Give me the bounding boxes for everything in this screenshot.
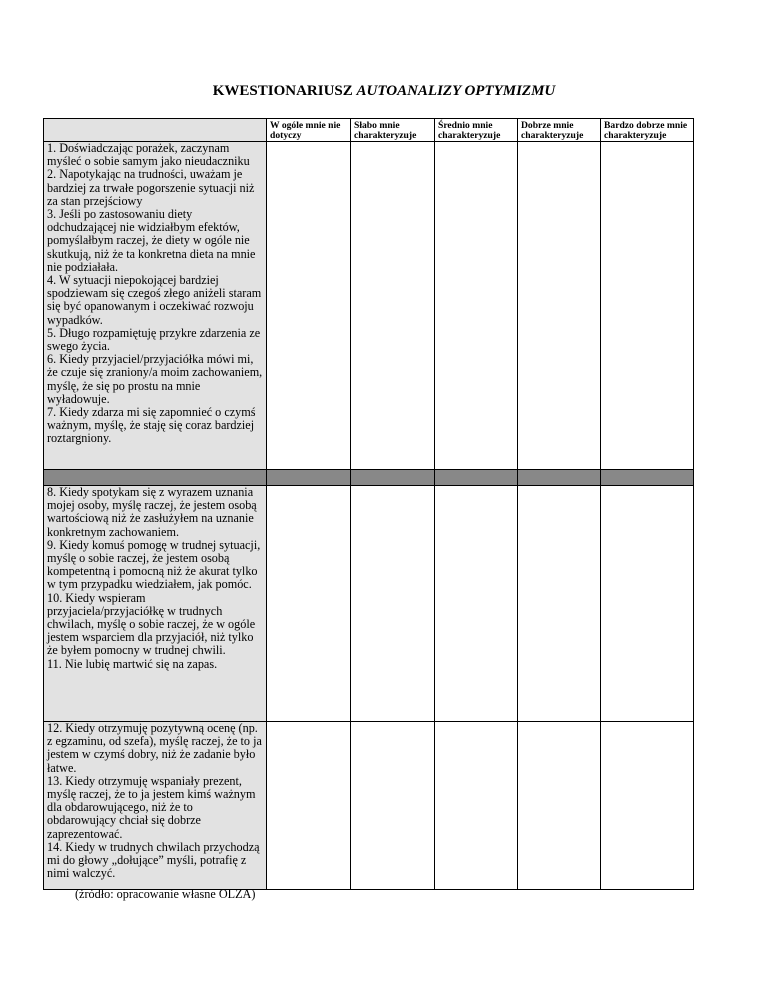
question-group-row: [44, 722, 694, 890]
column-header: Średnio mnie charakteryzuje: [435, 119, 518, 142]
questions-cell: [44, 142, 267, 470]
answer-cell[interactable]: [351, 486, 435, 722]
column-header: Bardzo dobrze mnie charakteryzuje: [601, 119, 694, 142]
question-group-row: [44, 486, 694, 722]
answer-cell[interactable]: [435, 142, 518, 470]
column-header: Słabo mnie charakteryzuje: [351, 119, 435, 142]
question-text: 2. Napotykając na trudności, uważam je bardziej za trwałe pogorszenie sytuacji niż za stan przejściowy: [47, 167, 255, 208]
answer-cell[interactable]: [351, 722, 435, 890]
question-text: 4. W sytuacji niepokojącej bardziej spodziewam się czegoś złego aniżeli staram się być opanowanym i oczekiwać rozwoju wypadków.: [47, 273, 262, 327]
answer-cell[interactable]: [601, 142, 694, 470]
question-text: 12. Kiedy otrzymuję pozytywną ocenę (np. z egzaminu, od szefa), myślę raczej, że to ja jestem w czymś dobry, niż że zadanie było łatwe.: [47, 721, 262, 775]
question-text: 1. Doświadczając porażek, zaczynam myśleć o sobie samym jako nieudaczniku: [47, 141, 250, 169]
answer-cell[interactable]: [601, 486, 694, 722]
column-header: Dobrze mnie charakteryzuje: [518, 119, 601, 142]
answer-cell[interactable]: [351, 142, 435, 470]
questionnaire-table: [43, 118, 694, 890]
separator-cell: [44, 470, 267, 486]
answer-cell[interactable]: [518, 722, 601, 890]
question-group-row: [44, 142, 694, 470]
answer-cell[interactable]: [435, 486, 518, 722]
question-text: 11. Nie lubię martwić się na zapas.: [47, 656, 218, 671]
question-text: 5. Długo rozpamiętuję przykre zdarzenia ze swego życia.: [47, 325, 261, 354]
questions-cell: [44, 486, 267, 722]
question-text: 10. Kiedy wspieram przyjaciela/przyjaciółkę w trudnych chwilach, myślę o sobie raczej, że w ogóle jestem wsparciem dla przyjaciół, niż tylko że byłem pomocny w trudnej chwili.: [47, 590, 256, 658]
header-blank-cell: [44, 119, 267, 142]
source-note: (źródło: opracowanie własne OLZA): [75, 887, 256, 901]
question-text: 14. Kiedy w trudnych chwilach przychodzą mi do głowy „dołujące” myśli, potrafię z nimi walczyć.: [47, 839, 260, 881]
answer-cell[interactable]: [267, 142, 351, 470]
separator-row: [44, 470, 694, 486]
answer-cell[interactable]: [601, 722, 694, 890]
question-text: 13. Kiedy otrzymuję wspaniały prezent, myślę raczej, że to ja jestem kimś ważnym dla obdarowującego, niż że to obdarowujący chciał się dobrze zaprezentować.: [47, 773, 256, 841]
answer-cell[interactable]: [267, 722, 351, 890]
separator-cell: [518, 470, 601, 486]
separator-cell: [435, 470, 518, 486]
question-text: 9. Kiedy komuś pomogę w trudnej sytuacji, myślę o sobie raczej, że jestem osobą kompetentną i pomocną niż że akurat tylko w tym przypadku wiedziałem, jak pomóc.: [47, 537, 261, 592]
separator-cell: [267, 470, 351, 486]
title-main: KWESTIONARIUSZ: [212, 83, 357, 99]
column-header: W ogóle mnie nie dotyczy: [267, 119, 351, 142]
page-title: [0, 83, 768, 100]
question-text: 7. Kiedy zdarza mi się zapomnieć o czymś ważnym, myślę, że staję się coraz bardziej roztargniony.: [47, 405, 256, 446]
question-text: 3. Jeśli po zastosowaniu diety odchudzającej nie widziałbym efektów, pomyślałbym raczej, że diety w ogóle nie skutkują, niż że ta konkretna dieta na mnie nie podziałała.: [47, 207, 256, 274]
question-text: 8. Kiedy spotykam się z wyrazem uznania mojej osoby, myślę raczej, że jestem osobą wartościową niż że zasłużyłem na uznanie konkretnym zachowaniem.: [47, 485, 257, 539]
question-text: 6. Kiedy przyjaciel/przyjaciółka mówi mi, że czuje się zraniony/a moim zachowaniem, myślę, że się po prostu na mnie wyładowuje.: [47, 352, 263, 406]
questions-cell: [44, 722, 267, 890]
answer-cell[interactable]: [518, 486, 601, 722]
separator-cell: [601, 470, 694, 486]
header-row: [44, 119, 694, 142]
answer-cell[interactable]: [518, 142, 601, 470]
answer-cell[interactable]: [267, 486, 351, 722]
title-italic: AUTOANALIZY OPTYMIZMU: [356, 83, 556, 99]
separator-cell: [351, 470, 435, 486]
answer-cell[interactable]: [435, 722, 518, 890]
